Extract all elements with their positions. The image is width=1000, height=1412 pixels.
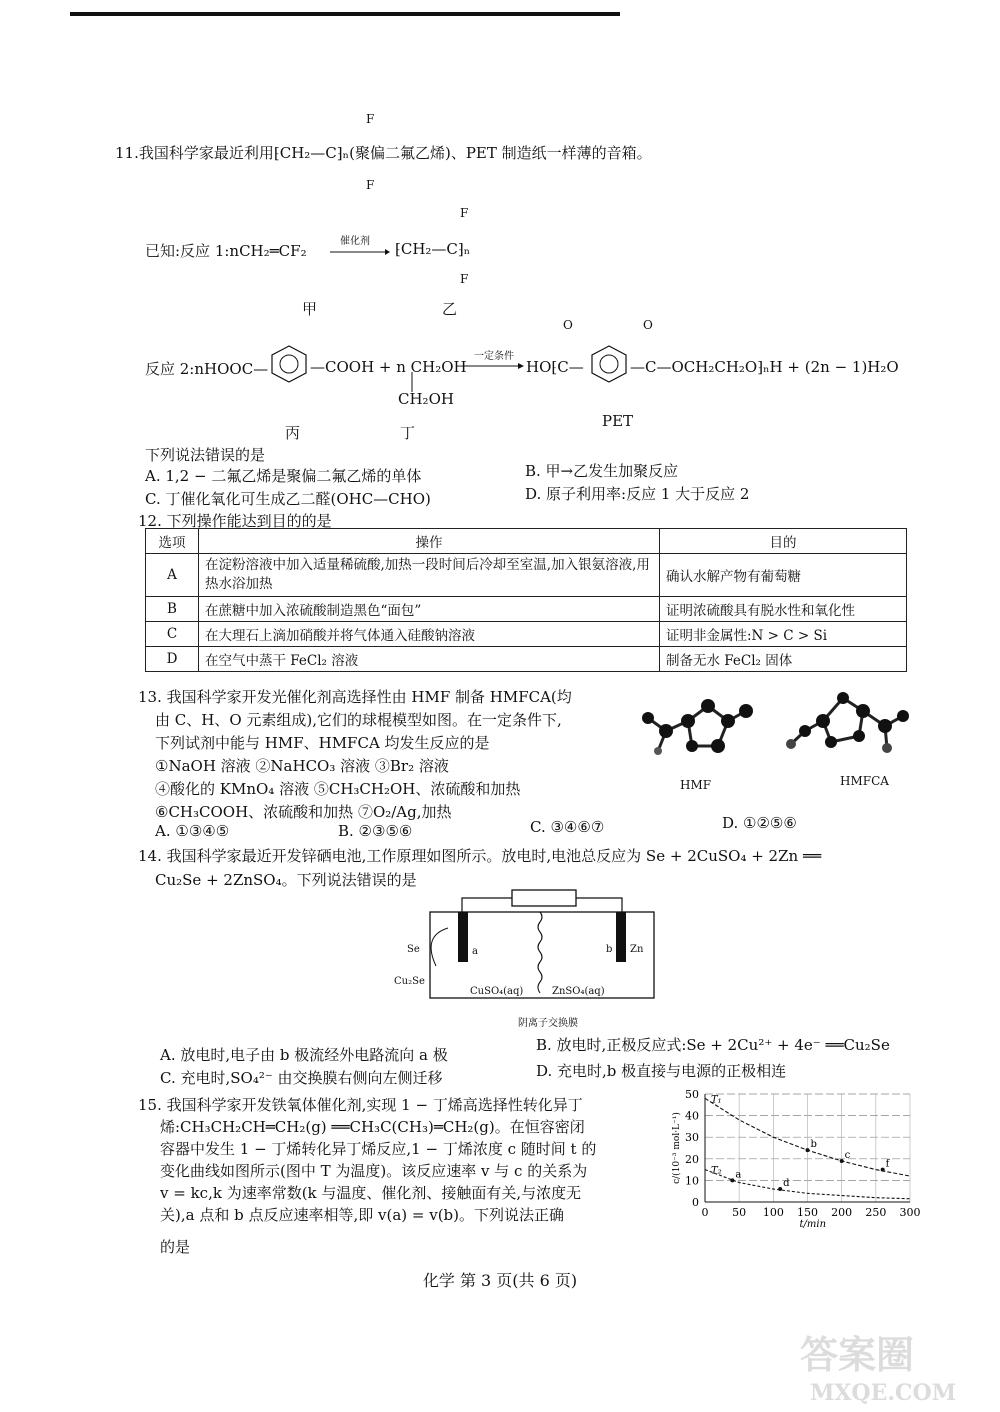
q14-line2: Cu₂Se + 2ZnSO₄。下列说法错误的是 — [155, 871, 417, 889]
svg-text:MXQE.COM: MXQE.COM — [810, 1380, 957, 1406]
header-option: 选项 — [146, 529, 199, 554]
q15-line4: 变化曲线如图所示(图中 T 为温度)。该反应速率 v 与 c 的关系为 — [160, 1162, 588, 1180]
a-label: a — [472, 946, 478, 957]
point-label: a — [735, 1169, 742, 1181]
q11-polymer: ⁅CH₂—C⁆ₙ — [273, 144, 350, 162]
row-goal: 制备无水 FeCl₂ 固体 — [660, 647, 907, 672]
znso4-label: ZnSO₄(aq) — [552, 986, 605, 997]
svg-text:答案圈: 答案圈 — [800, 1332, 915, 1377]
q11-intro: 11.我国科学家最近利用 — [115, 144, 274, 162]
q13-line6: ⑥CH₃COOH、浓硫酸和加热 ⑦O₂/Ag,加热 — [155, 803, 452, 821]
q15-line7: 的是 — [160, 1238, 191, 1256]
table-row — [146, 554, 907, 597]
reaction2-left: 反应 2:nHOOC— — [145, 360, 269, 378]
row-option: C — [146, 622, 199, 647]
y-tick-label: 10 — [685, 1174, 699, 1188]
reaction2-arrow — [462, 362, 524, 370]
table-header-row — [146, 529, 907, 554]
label-yi: 乙 — [442, 300, 458, 318]
top-rule — [70, 12, 620, 16]
q13-line1: 13. 我国科学家开发光催化剂高选择性由 HMF 制备 HMFCA(均 — [138, 688, 572, 706]
concentration-time-chart — [665, 1082, 925, 1230]
x-tick-label: 250 — [865, 1206, 887, 1219]
reaction1-product: ⁅CH₂—C⁆ₙ — [395, 240, 471, 258]
y-tick-label: 0 — [692, 1196, 699, 1209]
benzene-ring-icon-2 — [588, 343, 630, 385]
q11-option-c: C. 丁催化氧化可生成乙二醛(OHC—CHO) — [145, 490, 431, 508]
hmf-ball-stick-model — [628, 676, 758, 791]
data-point — [730, 1178, 734, 1182]
q13-option-c: C. ③④⑥⑦ — [530, 818, 605, 836]
row-goal: 证明浓硫酸具有脱水性和氧化性 — [660, 597, 907, 622]
page-footer: 化学 第 3 页(共 6 页) — [422, 1271, 578, 1290]
electrode-b — [616, 912, 626, 962]
reaction2-ch2oh: CH₂OH — [398, 390, 454, 408]
operations-table — [145, 528, 907, 672]
q13-option-d: D. ①②⑤⑥ — [722, 814, 797, 832]
q11-f-top: F — [366, 112, 375, 126]
q11-option-b: B. 甲→乙发生加聚反应 — [525, 462, 679, 480]
x-tick-label: 200 — [831, 1206, 853, 1219]
row-operation: 在大理石上滴加硝酸并将气体通入硅酸钠溶液 — [199, 622, 660, 647]
hmfca-label: HMFCA — [840, 774, 889, 788]
x-tick-label: 50 — [732, 1206, 747, 1219]
membrane-label: 阴离子交换膜 — [518, 1018, 578, 1029]
q11-intro-tail: (聚偏二氟乙烯)、PET 制造纸一样薄的音箱。 — [349, 144, 652, 162]
point-label: c — [844, 1149, 851, 1161]
membrane — [538, 912, 542, 993]
row-operation: 在空气中蒸干 FeCl₂ 溶液 — [199, 647, 660, 672]
y-tick-label: 50 — [685, 1088, 699, 1101]
bond-line — [410, 372, 414, 392]
q13-option-b: B. ②③⑤⑥ — [338, 822, 413, 840]
data-point — [881, 1168, 885, 1172]
label-bing: 丙 — [285, 424, 301, 442]
row-option: D — [146, 647, 199, 672]
data-point — [778, 1187, 782, 1191]
q13-line3: 下列试剂中能与 HMF、HMFCA 均发生反应的是 — [155, 734, 490, 752]
data-point — [806, 1148, 810, 1152]
q15-line1: 15. 我国科学家开发铁氧体催化剂,实现 1 − 丁烯高选择性转化异丁 — [138, 1096, 583, 1114]
q11-reaction1 — [145, 240, 307, 261]
x-axis-label: t/min — [799, 1219, 827, 1230]
zn-label: Zn — [630, 944, 644, 955]
q13-line5: ④酸化的 KMnO₄ 溶液 ⑤CH₃CH₂OH、浓硫酸和加热 — [155, 780, 521, 798]
q14-option-c: C. 充电时,SO₄²⁻ 由交换膜右侧向左侧迁移 — [160, 1069, 443, 1087]
hmf-label: HMF — [680, 778, 712, 792]
reaction2-product-tail: —C—OCH₂CH₂O⁆ₙH + (2n − 1)H₂O — [630, 358, 899, 376]
y-tick-label: 40 — [685, 1109, 699, 1123]
x-tick-label: 150 — [797, 1206, 818, 1219]
table-row — [146, 597, 907, 622]
row-option: A — [146, 554, 199, 597]
q14-option-a: A. 放电时,电子由 b 极流经外电路流向 a 极 — [160, 1046, 448, 1064]
se-label: Se — [407, 944, 420, 955]
q15-line5: v = kc,k 为速率常数(k 与温度、催化剂、接触面有关,与浓度无 — [160, 1184, 582, 1202]
row-goal: 证明非金属性:N > C > Si — [660, 622, 907, 647]
label-ding: 丁 — [400, 424, 416, 442]
cuso4-label: CuSO₄(aq) — [470, 986, 524, 997]
series-label: T₁ — [711, 1094, 722, 1106]
q11-stem: 下列说法错误的是 — [145, 446, 266, 464]
y-axis-label: c/(10⁻³ mol·L⁻¹) — [672, 1112, 682, 1184]
row-operation: 在蔗糖中加入浓硫酸制造黑色“面包” — [199, 597, 660, 622]
q11-option-d: D. 原子利用率:反应 1 大于反应 2 — [525, 485, 750, 503]
q14-line1: 14. 我国科学家最近开发锌硒电池,工作原理如图所示。放电时,电池总反应为 Se + 2CuSO₄ + 2Zn ══ — [138, 847, 822, 865]
cu2se-label: Cu₂Se — [394, 976, 425, 987]
q11-f-bottom: F — [366, 178, 375, 192]
hmfca-ball-stick-model — [775, 676, 915, 776]
label-jia: 甲 — [302, 300, 318, 318]
row-operation: 在淀粉溶液中加入适量稀硫酸,加热一段时间后冷却至室温,加入银氨溶液,用热水浴加热 — [199, 554, 660, 597]
q11-line1 — [115, 142, 652, 163]
se-arrow-icon — [431, 928, 448, 966]
point-label: f — [885, 1158, 890, 1170]
x-tick-label: 0 — [701, 1206, 709, 1219]
q13-option-a: A. ①③④⑤ — [155, 822, 230, 840]
catalyst-label: 催化剂 — [340, 236, 370, 247]
battery-diagram — [390, 888, 665, 1028]
q15-line3: 容器中发生 1 − 丁烯转化异丁烯反应,1 − 丁烯浓度 c 随时间 t 的 — [160, 1140, 597, 1158]
row-option: B — [146, 597, 199, 622]
q14-option-b: B. 放电时,正极反应式:Se + 2Cu²⁺ + 4e⁻ ══Cu₂Se — [536, 1036, 890, 1054]
point-label: b — [810, 1139, 817, 1151]
q14-option-d: D. 充电时,b 极直接与电源的正极相连 — [536, 1062, 787, 1080]
reaction2-mid: —COOH + n CH₂OH — [310, 358, 467, 376]
q15-line6: 关),a 点和 b 点反应速率相等,即 v(a) = v(b)。下列说法正确 — [160, 1206, 565, 1224]
o-right: O — [643, 318, 653, 332]
series-label: T₂ — [711, 1165, 722, 1177]
x-tick-label: 100 — [762, 1206, 784, 1219]
reaction1-reactant: 已知:反应 1:nCH₂═CF₂ — [145, 242, 307, 260]
label-pet: PET — [602, 412, 634, 430]
q15-line2: 烯:CH₃CH₂CH═CH₂(g) ══CH₃C(CH₃)═CH₂(g)。在恒容密闭 — [160, 1118, 585, 1136]
product1-f-bottom: F — [460, 272, 469, 286]
q13-line4: ①NaOH 溶液 ②NaHCO₃ 溶液 ③Br₂ 溶液 — [155, 757, 449, 775]
product1-f-top: F — [460, 206, 469, 220]
o-left: O — [563, 318, 573, 332]
header-operation: 操作 — [199, 529, 660, 554]
point-label: d — [783, 1178, 790, 1190]
table-row — [146, 647, 907, 672]
resistor — [512, 890, 576, 906]
q12-stem: 12. 下列操作能达到目的的是 — [138, 512, 332, 530]
benzene-ring-icon — [268, 343, 310, 385]
table-row — [146, 622, 907, 647]
y-tick-label: 30 — [685, 1131, 699, 1145]
x-tick-label: 300 — [899, 1206, 921, 1219]
watermark-logo — [790, 1318, 990, 1408]
q13-line2: 由 C、H、O 元素组成),它们的球棍模型如图。在一定条件下, — [155, 711, 562, 729]
reaction1-arrow — [330, 248, 390, 256]
row-goal: 确认水解产物有葡萄糖 — [660, 554, 907, 597]
electrode-a — [458, 912, 468, 962]
y-tick-label: 20 — [685, 1152, 699, 1166]
condition-label: 一定条件 — [474, 351, 514, 362]
q11-option-a: A. 1,2 − 二氟乙烯是聚偏二氟乙烯的单体 — [145, 467, 422, 485]
data-point — [840, 1159, 844, 1163]
header-goal: 目的 — [660, 529, 907, 554]
b-label: b — [606, 944, 613, 955]
reaction2-product: HO⁅C— — [526, 358, 584, 376]
